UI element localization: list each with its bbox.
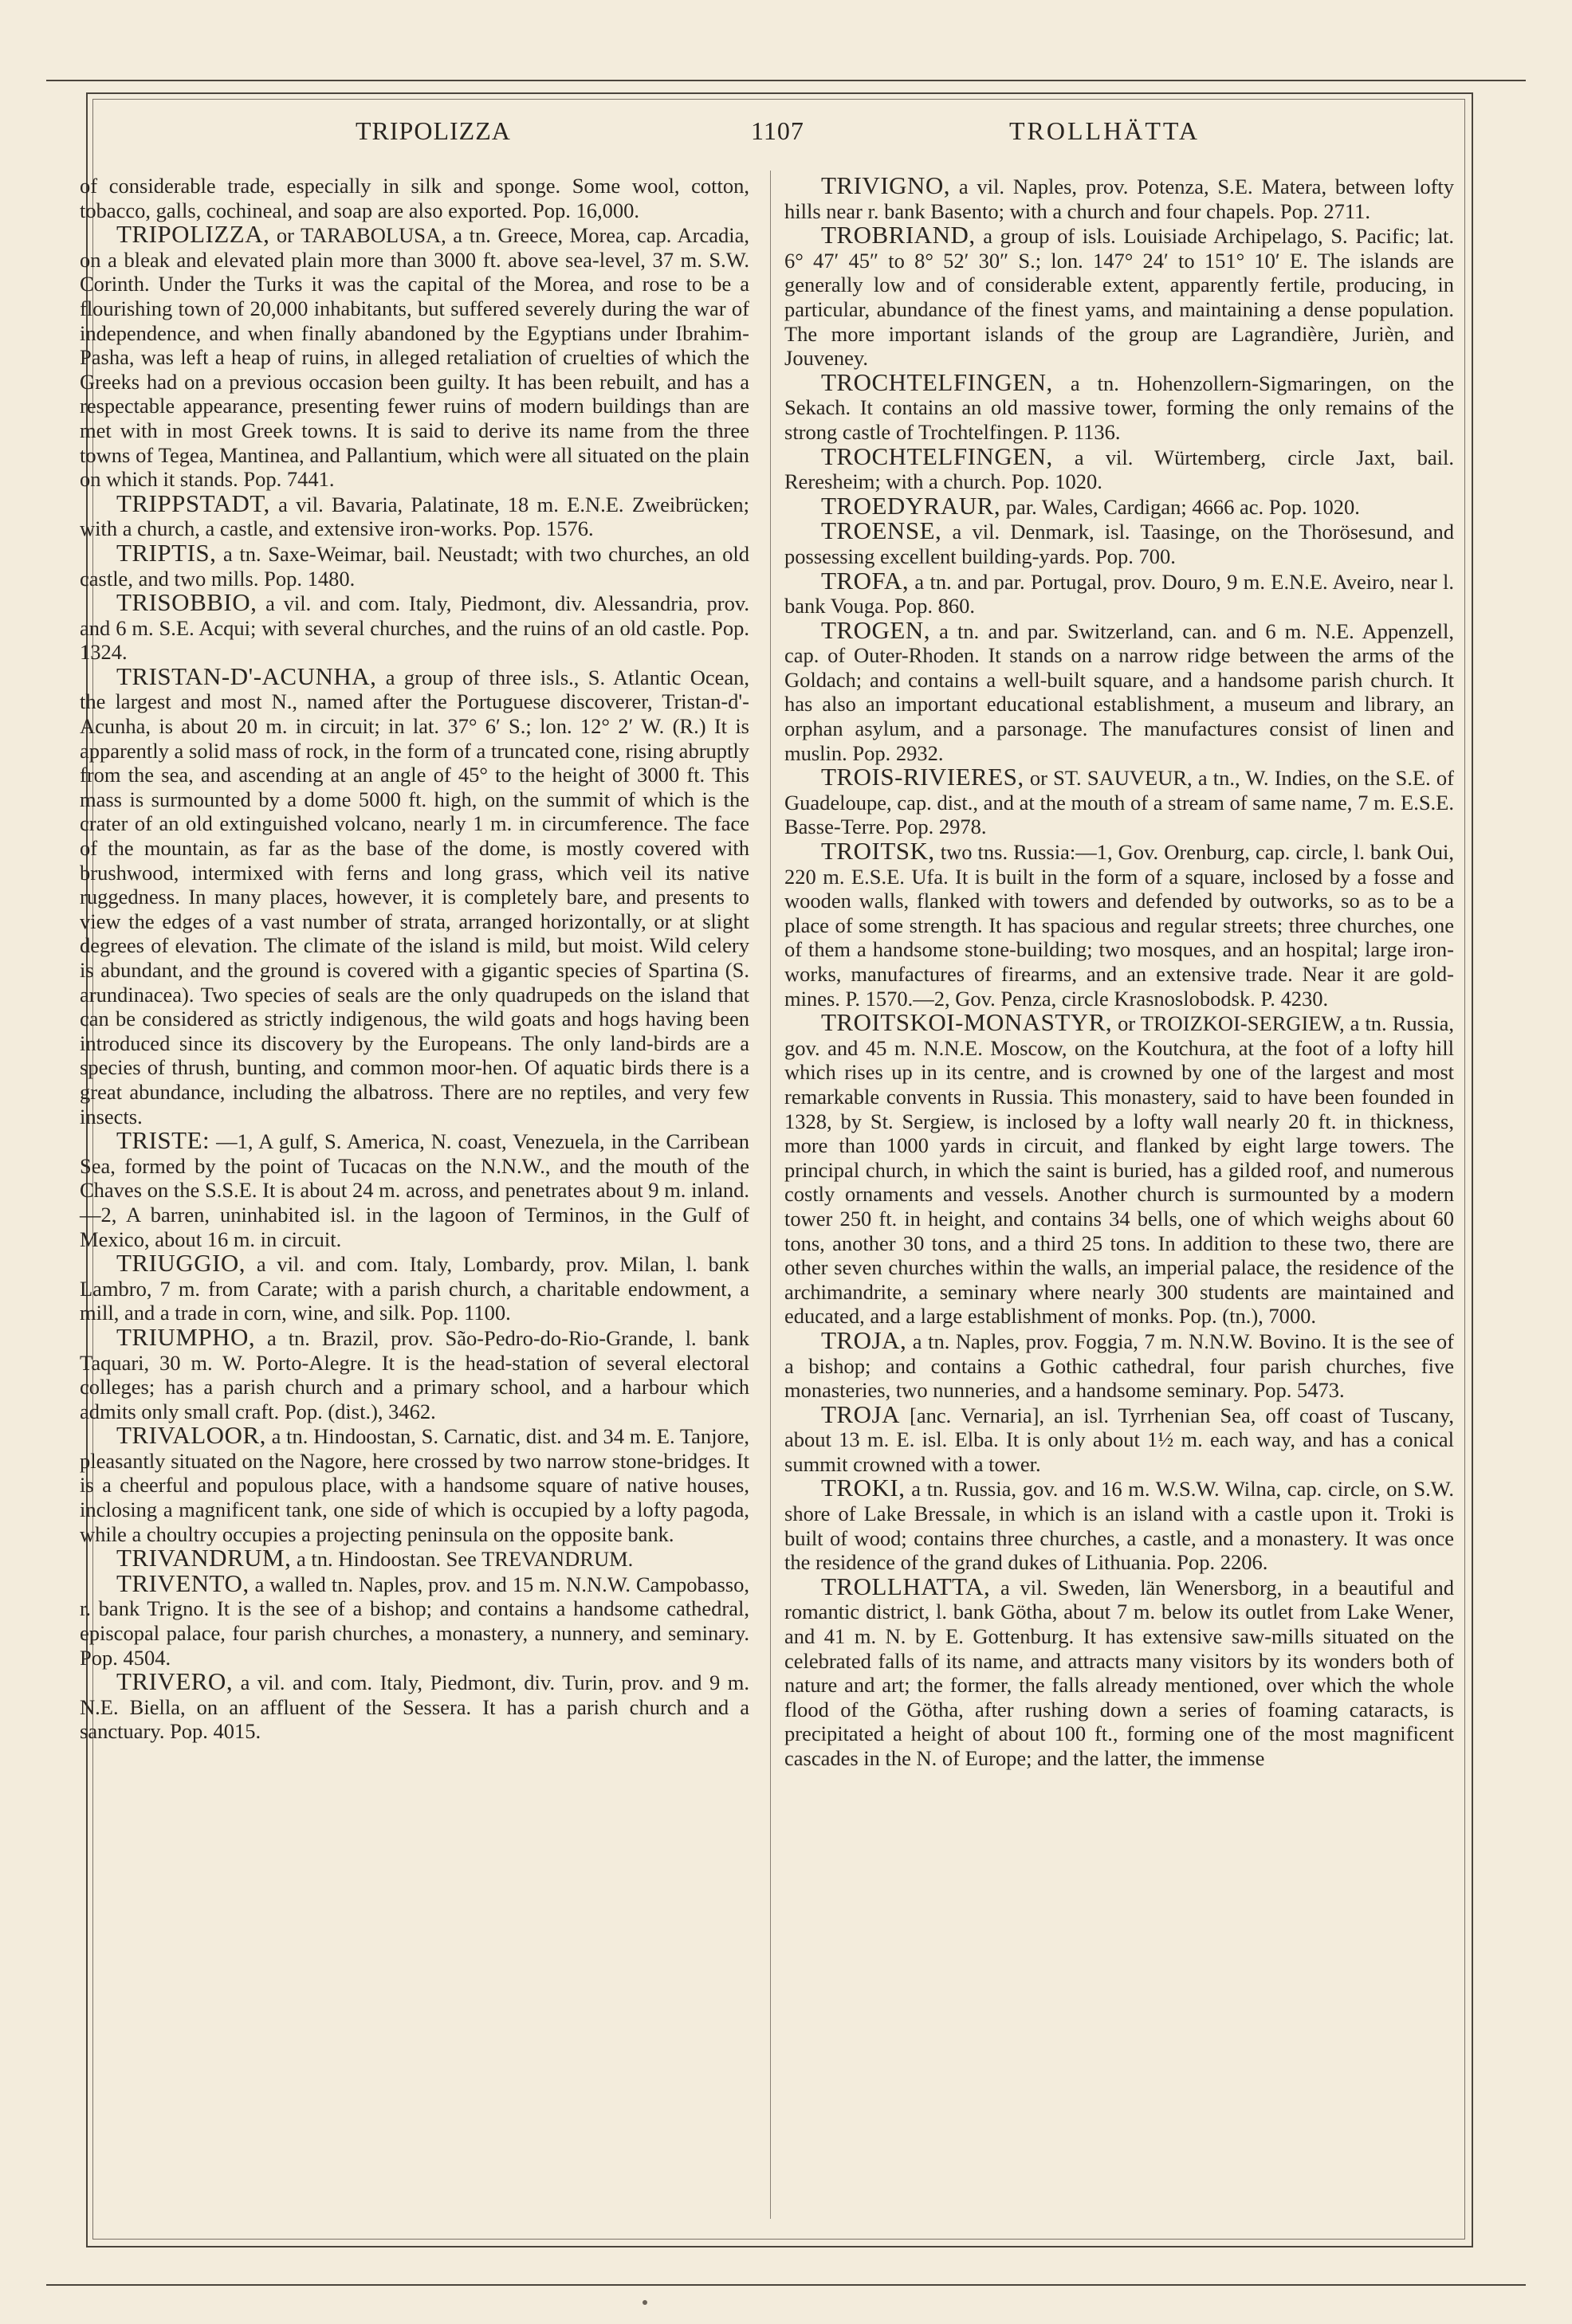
entry-text: of considerable trade, especially in silk and sponge. Some wool, cotton, tobacco, galls, cochineal, and soap are also exported. Pop. 16,000. [80,174,749,222]
gazetteer-entry [80,588,750,665]
gazetteer-entry [784,1572,1454,1771]
gazetteer-entry [784,1476,1454,1574]
entry-text: a vil. Sweden, län Wenersborg, in a beautiful and romantic district, l. bank Götha, about 7 m. below its outlet from Lake Wener, and 41 m. N. by E. Gottenburg. It has extensive saw-mills situated on the celebrated falls of its name, and attracts many visitors by its wonders both of nature and art; the former, the falls already mentioned, over which the whole flood of the Götha, after rushing down a series of foaming cataracts, is precipitated a height of about 100 ft., forming one of the most magnificent cascades in the N. of Europe; and the latter, the immense [784,1575,1454,1770]
entry-headword: TRIPPSTADT, [116,489,270,517]
entry-headword: TROEDYRAUR, [821,491,1001,520]
entry-text: a tn. Brazil, prov. São-Pedro-do-Rio-Grande, l. bank Taquari, 30 m. W. Porto-Alegre. It is the head-station of several electoral colleges; has a parish church and a primary school, and a harbour which admits only small craft. Pop. (dist.), 3462. [80,1325,750,1423]
footer-dot [643,2300,647,2305]
entry-text: a vil. and com. Italy, Lombardy, prov. Milan, l. bank Lambro, 7 m. from Carate; with a parish church, a charitable endowment, a mill, and a trade in corn, wine, and silk. Pop. 1100. [80,1252,749,1325]
entry-headword: TROLLHATTA, [821,1572,991,1600]
gazetteer-entry [784,765,1454,839]
gazetteer-entry [784,1008,1454,1329]
gazetteer-entry [784,491,1454,520]
entry-text: a vil. Denmark, isl. Taasinge, on the Thorösesund, and possessing excellent building-yards. Pop. 700. [784,520,1455,568]
entry-headword: TRIVIGNO, [821,171,951,199]
gazetteer-entry [784,615,1455,766]
gazetteer-entry [80,1423,749,1546]
gazetteer-entry [784,171,1454,223]
entry-headword: TRIVALOOR, [116,1421,266,1450]
gazetteer-entry [80,174,749,222]
entry-text: a tn. and par. Portugal, prov. Douro, 9 m. E.N.E. Aveiro, near l. bank Vouga. Pop. 860. [784,569,1455,618]
gazetteer-entry [80,1126,750,1251]
entry-headword: TRISTAN-D'-ACUNHA, [116,661,377,690]
entry-headword: TRIUGGIO, [116,1249,246,1278]
column-divider [770,171,771,2219]
entry-text: —1, A gulf, S. America, N. coast, Venezuela, in the Carribean Sea, formed by the point of Tucacas on the N.N.W., and the mouth of the Chaves on the S.S.E. It is about 24 m. across, and penetrates about 9 m. inland.—2, A barren, uninhabited isl. in the lagoon of Terminos, in the Gulf of Mexico, about 16 m. in circuit. [80,1129,750,1251]
entry-headword: TRISOBBIO, [116,588,257,617]
entry-headword: TRIPOLIZZA, [116,220,270,249]
entry-text: a tn. Hohenzollern-Sigmaringen, on the Sekach. It contains an old massive tower, forming the only remains of the strong castle of Trochtelfingen. P. 1136. [784,371,1454,444]
entry-text: a tn. Hindoostan. See TREVANDRUM. [297,1547,634,1572]
entry-text: [anc. Vernaria], an isl. Tyrrhenian Sea, off coast of Tuscany, about 13 m. E. isl. Elba. It is only about 1½ m. each way, and has a conical summit crowned with a tower. [784,1403,1454,1476]
gazetteer-entry [80,661,749,1129]
entry-text: a tn. Saxe-Weimar, bail. Neustadt; with two churches, an old castle, and two mills. Pop. 1480. [80,541,750,591]
entry-headword: TROKI, [821,1474,906,1502]
entry-text: a vil. and com. Italy, Piedmont, div. Turin, prov. and 9 m. N.E. Biella, on an affluent of the Sessera. It has a parish church and a sanctuary. Pop. 4015. [80,1670,750,1744]
entry-text: par. Wales, Cardigan; 4666 ac. Pop. 1020. [1005,494,1360,519]
entry-headword: TROCHTELFINGEN, [821,442,1053,470]
right-running-head: TROLLHÄTTA [1009,116,1200,145]
entry-headword: TROCHTELFINGEN, [821,367,1053,396]
entry-text: a vil. Naples, prov. Potenza, S.E. Matera, between lofty hills near r. bank Basento; with a church and four chapels. Pop. 2711. [784,175,1454,223]
gazetteer-entry [784,442,1454,494]
entry-headword: TRIVENTO, [116,1568,250,1597]
entry-headword: TROJA, [821,1325,907,1354]
entry-headword: TROGEN, [821,615,930,644]
entry-headword: TROBRIAND, [821,221,976,249]
entry-text: a group of three isls., S. Atlantic Ocean, the largest and most N., named after the Portuguese discoverer, Tristan-d'-Acunha, is about 20 m. in circuit; in lat. 37° 6′ S.; lon. 12° 2′ W. (R.) It is apparently a solid mass of rock, in the form of a truncated cone, rising abruptly from the sea, and ascending at an angle of 45° to the height of 3000 ft. This mass is surmounted by a dome 5000 ft. high, on the summit of which is the crater of an old extinguished volcano, nearly 1 m. in circumference. The face of the mountain, as far as the base of the dome, is mostly covered with brushwood, intermixed with ferns and long grass, which veil its native ruggedness. In many places, however, it is completely bare, and presents to view the edges of a vast number of strata, arranged horizontally, or at slight degrees of elevation. The climate of the island is mild, but moist. Wild celery is abundant, and the ground is covered with a gigantic species of Spartina (S. arundinacea). Two species of seals are the only quadrupeds on the island that can be considered as strictly indigenous, the wild goats and hogs having been introduced since its discovery by the Europeans. The only land-birds are a species of thrush, bunting, and common moor-hen. Of aquatic birds there is a great abundance, including the albatross. There are no reptiles, and very few insects. [80,665,749,1129]
entry-text: or ST. SAUVEUR, a tn., W. Indies, on the S.E. of Guadeloupe, cap. dist., and at the mouth of a stream of same name, 7 m. E.S.E. Basse-Terre. Pop. 2978. [784,766,1454,839]
entry-text: a walled tn. Naples, prov. and 15 m. N.N.W. Campobasso, r. bank Trigno. It is the see of a bishop; and contains a handsome cathedral, episcopal palace, four parish churches, a monastery, a nunnery, and seminary. Pop. 4504. [80,1572,749,1670]
running-header [92,116,1464,156]
right-column [784,171,1455,1771]
left-column [80,174,749,1744]
gazetteer-entry [80,538,750,591]
entry-headword: TROITSK, [821,837,935,866]
gazetteer-entry [80,489,749,541]
gazetteer-entry [784,223,1454,371]
entry-text: a tn. and par. Switzerland, can. and 6 m. N.E. Appenzell, cap. of Outer-Rhoden. It stands on a narrow ridge between the arms of the Goldach; and contains a well-built square, and a handsome parish church. It has also an important educational establishment, a museum and library, an orphan asylum, and a parsonage. The manufactures consist of linen and muslin. Pop. 2932. [784,618,1455,765]
entry-text: a tn. Russia, gov. and 16 m. W.S.W. Wilna, cap. circle, on S.W. shore of Lake Bressale, in which is an island with a castle upon it. Troki is built of wood; contains three churches, a castle, and a monastery. It was once the residence of the grand dukes of Lithuania. Pop. 2206. [784,1477,1454,1575]
gazetteer-entry [784,367,1454,445]
page-number: 1107 [751,116,804,145]
entry-text: a tn. Naples, prov. Foggia, 7 m. N.N.W. Bovino. It is the see of a bishop; and contains a Gothic cathedral, four parish churches, five monasteries, two nunneries, and a handsome seminary. Pop. 5473. [784,1329,1454,1403]
entry-headword: TROFA, [821,566,910,595]
gazetteer-entry [784,1400,1454,1477]
entry-text: or TROIZKOI-SERGIEW, a tn. Russia, gov. and 45 m. N.N.E. Moscow, on the Koutchura, at the foot of a lofty hill which rises up in its centre, and is crowned by one of the largest and most remarkable convents in Russia. This monastery, said to have been founded in 1328, by St. Sergiew, is inclosed by a lofty wall nearly 20 ft. in thickness, more than 1000 yards in circuit, and flanked by eight large towers. The principal church, in which the saint is buried, has a gilded roof, and numerous costly ornaments and vessels. Another church is surmounted by a modern tower 250 ft. in height, and contains 34 bells, one of which weighs about 60 tons, another 30 tons, and a third 25 tons. In addition to these two, there are other seven churches within the walls, an imperial palace, the residence of the archimandrite, a seminary where nearly 300 students are maintained and educated, and a large establishment of monks. Pop. (tn.), 7000. [784,1011,1454,1329]
entry-text: a vil. and com. Italy, Piedmont, div. Alessandria, prov. and 6 m. S.E. Acqui; with several churches, and the ruins of an old castle. Pop. 1324. [80,591,750,665]
gazetteer-entry [784,839,1454,1011]
gazetteer-entry [784,566,1455,618]
entry-headword: TROIS-RIVIERES, [821,763,1024,791]
entry-headword: TROJA [821,1400,900,1428]
left-running-head: TRIPOLIZZA [356,116,511,145]
entry-headword: TROENSE, [821,516,942,545]
entry-headword: TRISTE: [116,1126,210,1155]
entry-text: a tn. Hindoostan, S. Carnatic, dist. and 34 m. E. Tanjore, pleasantly situated on the Nagore, here crossed by two narrow stone-bridges. It is a cheerful and populous place, with a handsome square of native houses, inclosing a magnificent tank, one side of which is occupied by a lofty pagoda, while a choultry occupies a projecting peninsula on the opposite bank. [80,1424,750,1546]
entry-text: or TARABOLUSA, a tn. Greece, Morea, cap. Arcadia, on a bleak and elevated plain more than 3000 ft. above sea-level, 37 m. S.W. Corinth. Under the Turks it was the capital of the Morea, and rose to be a flourishing town of 20,000 inhabitants, but suffered severely during the war of independence, and when finally abandoned by the Egyptians under Ibrahim-Pasha, was left a heap of ruins, in alleged retaliation of cruelties of which the Greeks had on a previous occasion been guilty. It has been rebuilt, and has a respectable appearance, presenting fewer ruins of modern buildings than are met with in most Greek towns. It is said to derive its name from the three towns of Tegea, Mantinea, and Pallantium, which were all situated on the plain on which it stands. Pop. 7441. [80,223,750,492]
entry-headword: TRIUMPHO, [116,1322,256,1351]
entry-text: a group of isls. Louisiade Archipelago, S. Pacific; lat. 6° 47′ 45″ to 8° 52′ 30″ S.; lon. 147° 24′ to 151° 10′ E. The islands are generally low and of considerable extent, apparently fertile, producing, in particular, abundance of the finest yams, and maintaining a dense population. The more important islands of the group are Lagrandière, Jurièn, and Jouveney. [784,224,1455,371]
gazetteer-entry [80,1568,749,1670]
gazetteer-entry [80,222,749,492]
entry-text: two tns. Russia:—1, Gov. Orenburg, cap. circle, l. bank Oui, 220 m. E.S.E. Ufa. It is built in the form of a square, inclosed by a fosse and wooden walls, flanked with towers and defended by outworks, so as to be a place of some strength. It has spacious and regular streets; three churches, one of them a handsome stone-building; two mosques, and an hospital; large iron-works, manufactures of firearms, and an extensive trade. Near it are gold-mines. P. 1570.—2, Gov. Penza, circle Krasnoslobodsk. P. 4230. [784,840,1455,1011]
entry-headword: TRIVERO, [116,1667,234,1696]
entry-text: a vil. Würtemberg, circle Jaxt, bail. Reresheim; with a church. Pop. 1020. [784,445,1454,494]
entry-text: a vil. Bavaria, Palatinate, 18 m. E.N.E. Zweibrücken; with a church, a castle, and extensive iron-works. Pop. 1576. [80,492,749,541]
gazetteer-entry [80,1667,750,1744]
entry-headword: TROITSKOI-MONASTYR, [821,1008,1113,1037]
entry-headword: TRIPTIS, [116,538,217,567]
entry-headword: TRIVANDRUM, [116,1544,292,1572]
gazetteer-entry [80,1251,749,1325]
gazetteer-entry [80,1546,749,1572]
gazetteer-entry [784,516,1455,568]
gazetteer-entry [80,1322,750,1423]
gazetteer-entry [784,1325,1454,1403]
